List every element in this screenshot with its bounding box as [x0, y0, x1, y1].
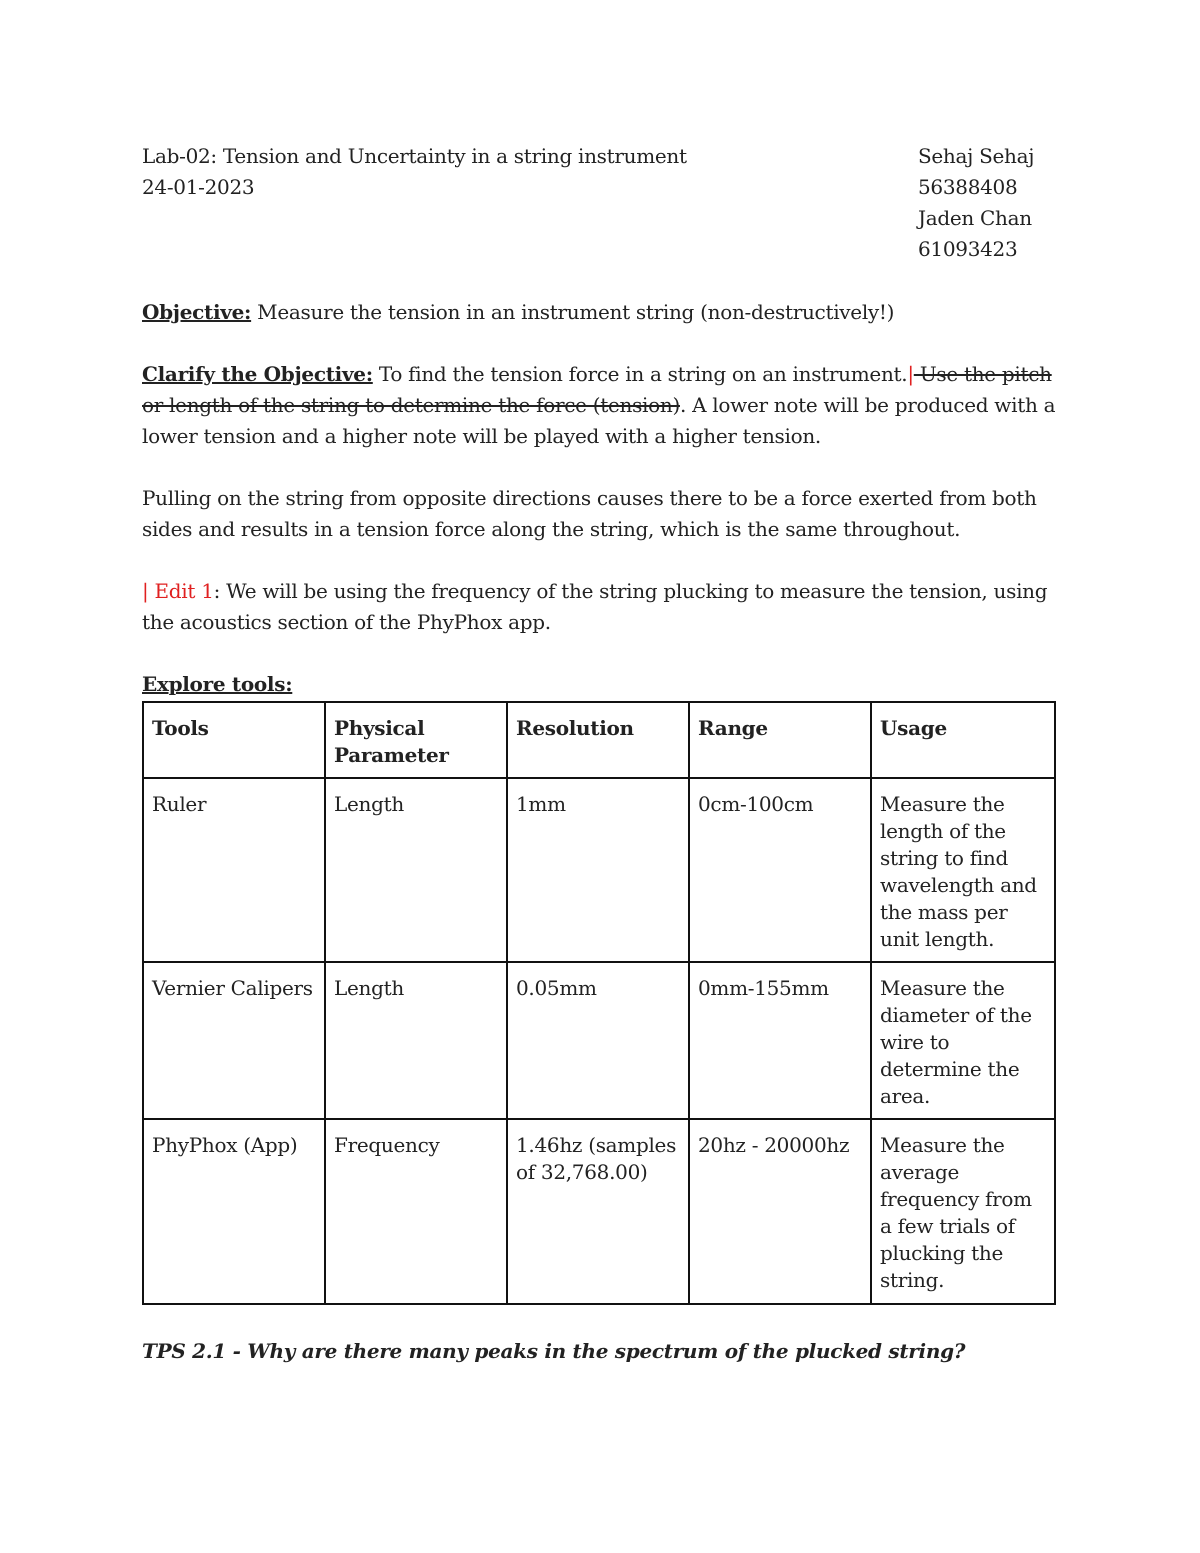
- table-cell: 0.05mm: [507, 962, 689, 1119]
- clarify-label: Clarify the Objective:: [142, 362, 373, 386]
- table-row: [143, 1119, 1055, 1304]
- table-cell: Vernier Calipers: [143, 962, 325, 1119]
- table-cell: 20hz - 20000hz: [689, 1119, 871, 1304]
- table-cell: Measure the diameter of the wire to determine the area.: [871, 962, 1055, 1119]
- clarify-text-2: . A lower note will be produced with a lower tension and a higher note will be played with a higher tension.: [142, 393, 1056, 448]
- edit-paragraph: [142, 576, 1062, 638]
- table-row: [143, 962, 1055, 1119]
- table-cell: 1mm: [507, 778, 689, 962]
- tps-question: TPS 2.1 - Why are there many peaks in the spectrum of the plucked string?: [142, 1339, 966, 1363]
- objective-text: Measure the tension in an instrument string (non-destructively!): [251, 300, 895, 324]
- table-header-row: [143, 702, 1055, 778]
- author-name-2: Jaden Chan: [918, 206, 1032, 230]
- table-cell: Measure the length of the string to find wavelength and the mass per unit length.: [871, 778, 1055, 962]
- tools-table: [142, 701, 1056, 1305]
- header-range: Range: [689, 702, 871, 778]
- clarify-struck-text: Use the pitch or length of the string to determine the force (tension): [142, 362, 1052, 417]
- table-cell: Length: [325, 778, 507, 962]
- objective-paragraph: [142, 297, 1062, 328]
- lab-title: Lab-02: Tension and Uncertainty in a string instrument: [142, 144, 687, 168]
- table-cell: 0cm-100cm: [689, 778, 871, 962]
- table-cell: Ruler: [143, 778, 325, 962]
- pulling-paragraph: Pulling on the string from opposite directions causes there to be a force exerted from both sides and results in a tension force along the string, which is the same throughout.: [142, 486, 1037, 541]
- lab-date: 24-01-2023: [142, 175, 255, 199]
- objective-label: Objective:: [142, 300, 252, 324]
- author-id-1: 56388408: [918, 175, 1018, 199]
- table-cell: Frequency: [325, 1119, 507, 1304]
- explore-tools-heading: Explore tools:: [142, 672, 293, 696]
- table-cell: Measure the average frequency from a few trials of plucking the string.: [871, 1119, 1055, 1304]
- header-resolution: Resolution: [507, 702, 689, 778]
- clarify-red-marker: |: [907, 362, 914, 386]
- edit-marker: | Edit 1: [142, 579, 214, 603]
- table-cell: PhyPhox (App): [143, 1119, 325, 1304]
- author-name-1: Sehaj Sehaj: [918, 144, 1035, 168]
- edit-text: : We will be using the frequency of the string plucking to measure the tension, using the acoustics section of the PhyPhox app.: [142, 579, 1048, 634]
- table-row: [143, 778, 1055, 962]
- author-id-2: 61093423: [918, 237, 1018, 261]
- header-physical-parameter: Physical Parameter: [325, 702, 507, 778]
- clarify-text-1: To find the tension force in a string on an instrument.: [372, 362, 908, 386]
- header-tools: Tools: [143, 702, 325, 778]
- header-usage: Usage: [871, 702, 1055, 778]
- table-cell: 0mm-155mm: [689, 962, 871, 1119]
- table-cell: 1.46hz (samples of 32,768.00): [507, 1119, 689, 1304]
- clarify-paragraph: [142, 359, 1062, 452]
- table-cell: Length: [325, 962, 507, 1119]
